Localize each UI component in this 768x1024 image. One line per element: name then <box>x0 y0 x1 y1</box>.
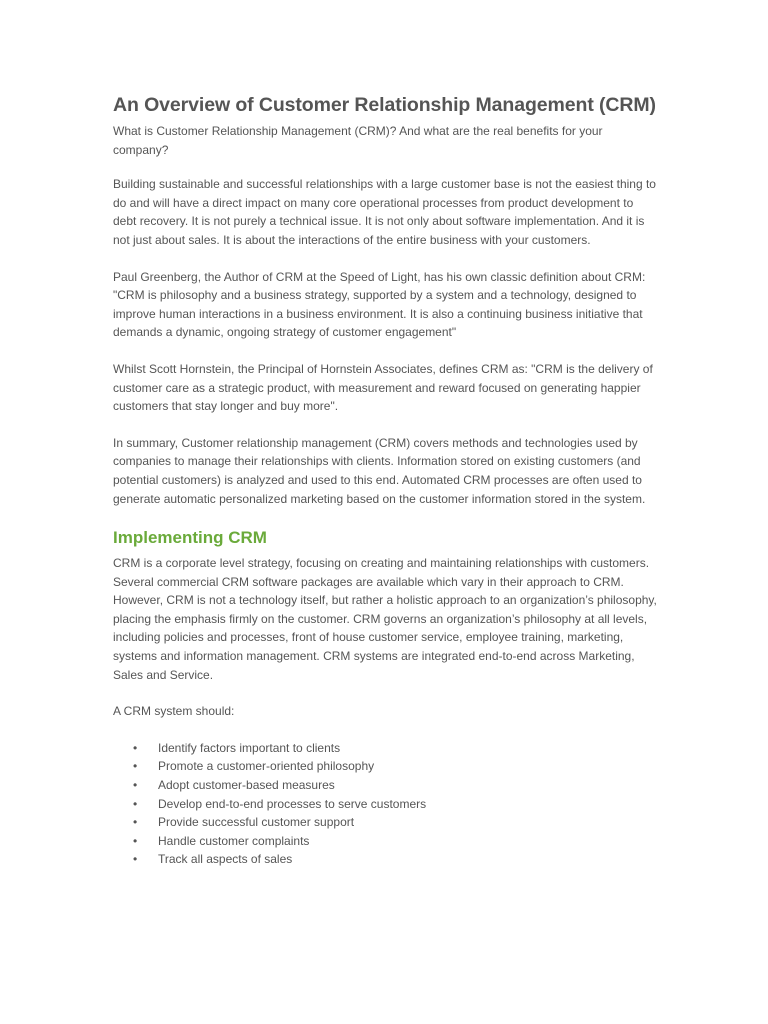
list-intro: A CRM system should: <box>113 704 235 719</box>
list-item-text: Provide successful customer support <box>158 815 355 830</box>
document-subtitle: What is Customer Relationship Management (CRM)? And what are the real benefits for your company? <box>113 124 603 157</box>
intro-paragraph-4: In summary, Customer relationship management (CRM) covers methods and technologies used by companies to manage their relationships with clients. Information stored on existing customers (and potential customers) is analyzed and used to this end. Automated CRM processes are often used to generate automatic personalized marketing based on the customer information stored in the system. <box>113 435 646 506</box>
document-page <box>113 92 658 869</box>
list-item <box>113 757 658 776</box>
list-item <box>113 739 658 758</box>
bullet-icon: • <box>133 740 138 755</box>
list-item <box>113 850 658 869</box>
bullet-icon: • <box>133 833 138 848</box>
list-item-text: Identify factors important to clients <box>158 740 341 755</box>
list-item-text: Track all aspects of sales <box>158 852 293 867</box>
bullet-icon: • <box>133 815 138 830</box>
list-item-text: Handle customer complaints <box>158 833 310 848</box>
intro-paragraph-1: Building sustainable and successful relationships with a large customer base is not the easiest thing to do and will have a direct impact on many core operational processes from product development to debt recovery. It is not purely a technical issue. It is not only about software implementation. And it is not just about sales. It is about the interactions of the entire business with your customers. <box>113 177 656 247</box>
bullet-list <box>113 739 658 869</box>
section-paragraph: CRM is a corporate level strategy, focusing on creating and maintaining relationships with customers. Several commercial CRM software packages are available which vary in their approach to CRM. However, CRM is not a technology itself, but rather a holistic approach to an organization’s philosophy, placing the emphasis firmly on the customer. CRM governs an organization’s philosophy at all levels, including policies and processes, front of house customer service, employee training, marketing, systems and information management. CRM systems are integrated end-to-end across Marketing, Sales and Service. <box>113 556 657 682</box>
bullet-icon: • <box>133 759 138 774</box>
list-item-text: Promote a customer-oriented philosophy <box>158 759 375 774</box>
list-item <box>113 832 658 851</box>
list-item <box>113 776 658 795</box>
list-item <box>113 795 658 814</box>
list-item-text: Develop end-to-end processes to serve customers <box>158 796 427 811</box>
list-item-text: Adopt customer-based measures <box>158 778 335 793</box>
list-item <box>113 813 658 832</box>
bullet-icon: • <box>133 778 138 793</box>
document-title: An Overview of Customer Relationship Management (CRM) <box>113 94 656 116</box>
bullet-icon: • <box>133 852 138 867</box>
intro-paragraph-2: Paul Greenberg, the Author of CRM at the Speed of Light, has his own classic definition about CRM: "CRM is philosophy and a business strategy, supported by a system and a technology, designed to improve human interactions in a business environment. It is also a continuing business initiative that demands a dynamic, ongoing strategy of customer engagement" <box>113 269 646 340</box>
section-heading: Implementing CRM <box>113 528 267 548</box>
bullet-icon: • <box>133 796 138 811</box>
intro-paragraph-3: Whilst Scott Hornstein, the Principal of Hornstein Associates, defines CRM as: "CRM is the delivery of customer care as a strategic product, with measurement and reward focused on generating happier customers that stay longer and buy more". <box>113 361 653 414</box>
